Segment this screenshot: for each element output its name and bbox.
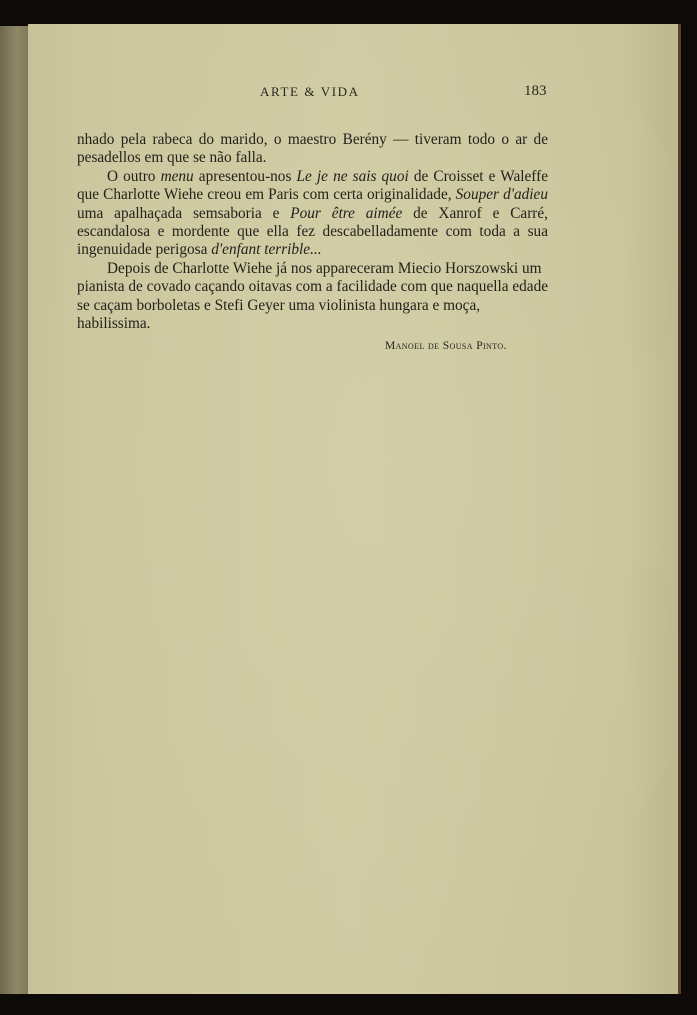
text-run: de Croisset e Waleffe que Charlotte Wiehe creou em Paris com certa originalidade,	[77, 167, 548, 204]
body-text	[77, 131, 548, 333]
show-through-bleed	[186, 386, 546, 427]
text-run: de Xanrof e Carré, escandalosa e mordente que ella fez descabelladamente com toda a sua ingenuidade perigosa	[77, 204, 549, 259]
paragraph-performers: Depois de Charlotte Wiehe já nos appareceram Miecio Horszowski um pianista de covado caçando oitavas com a facilidade com que naquella edade se caçam borboletas e Stefi Geyer uma violinista hungara e moça, habilissima.	[77, 259, 549, 333]
paragraph-continuation: nhado pela rabeca do marido, o maestro Berény — tiveram todo o ar de pesadellos em que se não falla.	[77, 131, 548, 167]
running-head-title: ARTE & VIDA	[260, 84, 360, 99]
author-signature: Manoel de Sousa Pinto.	[385, 340, 507, 352]
page-number: 183	[524, 83, 547, 99]
italic-run: menu	[160, 167, 194, 185]
italic-run: d'enfant terrible...	[211, 241, 322, 259]
paragraph-menu	[77, 168, 548, 260]
play-title: Le je ne sais quoi	[296, 167, 409, 185]
text-run: O outro	[107, 167, 161, 185]
left-page-edge	[0, 26, 30, 994]
play-title: Souper d'adieu	[455, 186, 548, 204]
book-page	[28, 24, 681, 994]
text-run: apresentou-nos	[193, 167, 297, 185]
text-run: uma apalhaçada semsaboria e	[77, 204, 291, 222]
play-title: Pour être aimée	[290, 204, 403, 222]
